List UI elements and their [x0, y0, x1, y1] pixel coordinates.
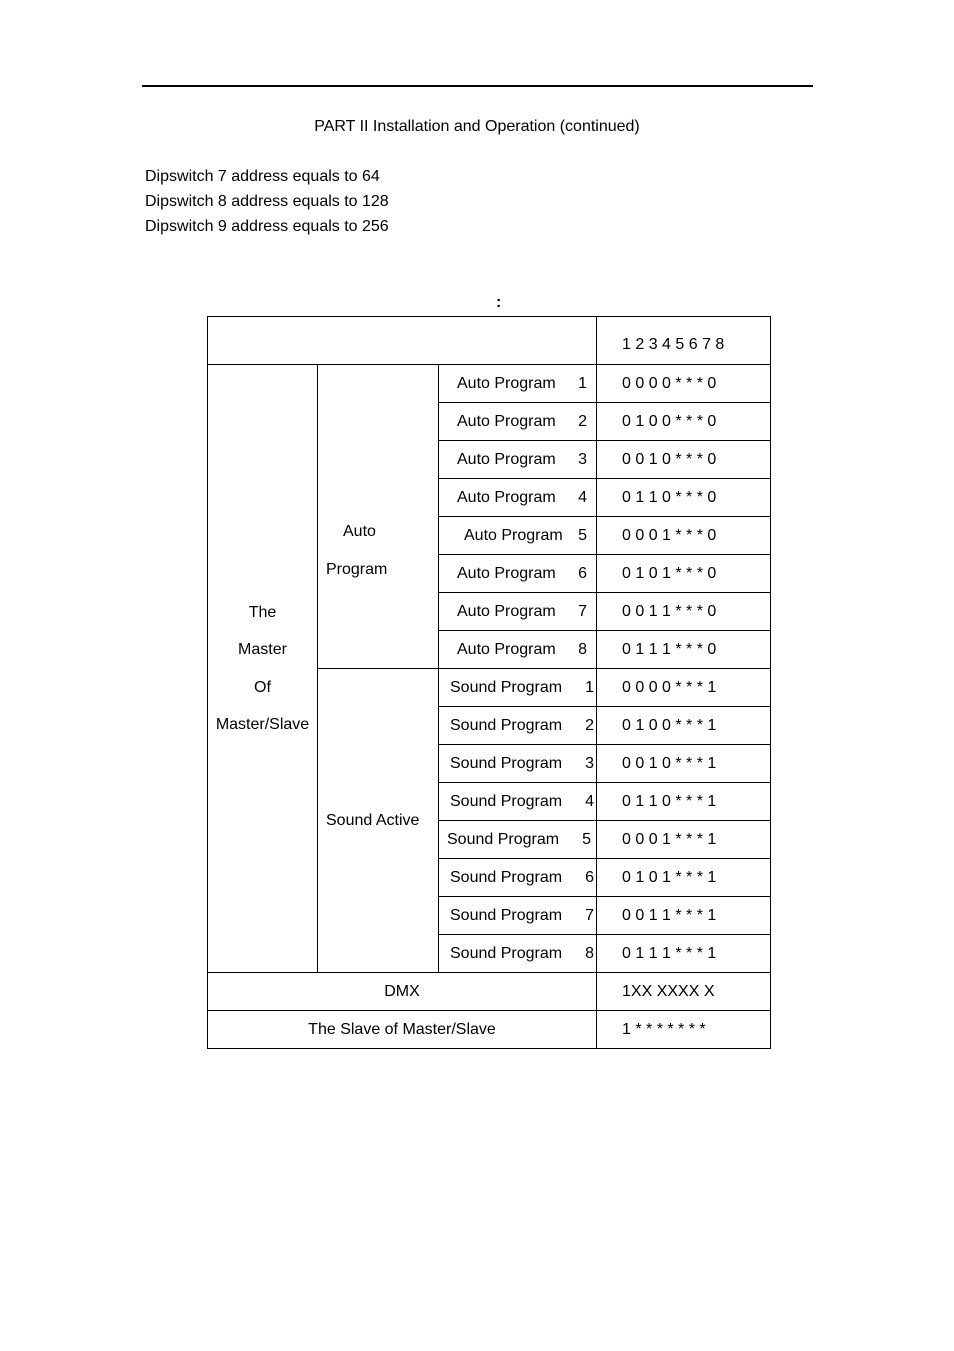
table-caption-colon: : — [496, 294, 502, 311]
master-of-master-slave-cell — [208, 365, 318, 973]
auto-program-number: 8 — [578, 640, 587, 658]
sound-program-name: Sound Program — [450, 716, 563, 734]
sound-program-number: 1 — [585, 678, 594, 696]
dmx-row — [208, 973, 771, 1011]
header-dip-numbers: 1 2 3 4 5 6 7 8 — [597, 317, 771, 365]
auto-program-number: 6 — [578, 564, 587, 582]
header-rule — [142, 85, 813, 87]
slave-row — [208, 1011, 771, 1049]
auto-program-name: Auto Program — [457, 488, 556, 506]
sound-program-cell — [439, 897, 597, 935]
auto-program-cell — [439, 555, 597, 593]
auto-group-label-line: Program — [326, 560, 388, 578]
sound-program-number: 6 — [585, 868, 594, 886]
dip-code-cell: 0 0 1 0 * * * 1 — [597, 745, 771, 783]
table-header-row — [208, 317, 771, 365]
sound-program-name: Sound Program — [450, 754, 563, 772]
auto-group-label-line: Auto — [343, 523, 376, 540]
dip-code-cell: 0 1 0 1 * * * 1 — [597, 859, 771, 897]
sound-program-name: Sound Program — [447, 830, 560, 848]
auto-program-name: Auto Program — [457, 564, 556, 582]
auto-program-name: Auto Program — [457, 374, 556, 392]
auto-program-number: 4 — [578, 488, 587, 506]
auto-program-cell — [439, 365, 597, 403]
dip-code-cell: 0 0 0 1 * * * 1 — [597, 821, 771, 859]
auto-program-name: Auto Program — [464, 526, 563, 544]
dip-code-cell: 0 1 1 1 * * * 1 — [597, 935, 771, 973]
sound-program-name: Sound Program — [450, 906, 563, 924]
auto-program-cell — [439, 441, 597, 479]
dip-code-cell: 0 1 0 1 * * * 0 — [597, 555, 771, 593]
dip-code-cell: 0 1 1 0 * * * 0 — [597, 479, 771, 517]
dipswitch-line-9: Dipswitch 9 address equals to 256 — [145, 218, 389, 235]
auto-program-number: 5 — [578, 526, 587, 544]
auto-program-name: Auto Program — [457, 412, 556, 430]
sound-program-number: 5 — [582, 830, 591, 848]
dipswitch-setting-table — [207, 316, 771, 1049]
auto-program-number: 2 — [578, 412, 587, 430]
dipswitch-line-7: Dipswitch 7 address equals to 64 — [145, 168, 380, 185]
sound-program-cell — [439, 745, 597, 783]
auto-program-cell — [439, 479, 597, 517]
auto-program-cell — [439, 403, 597, 441]
auto-program-number: 1 — [578, 374, 587, 392]
master-label-line: The — [248, 603, 277, 621]
dip-code-cell: 0 0 0 0 * * * 1 — [597, 669, 771, 707]
sound-program-name: Sound Program — [450, 792, 563, 810]
sound-active-group-cell: Sound Active — [318, 669, 439, 973]
auto-program-cell — [439, 631, 597, 669]
sound-program-cell — [439, 859, 597, 897]
slave-label-cell: The Slave of Master/Slave — [208, 1011, 597, 1049]
dip-code-cell: 0 1 1 0 * * * 1 — [597, 783, 771, 821]
slave-code-cell: 1 * * * * * * * — [597, 1011, 771, 1049]
auto-program-name: Auto Program — [457, 602, 556, 620]
auto-program-cell — [439, 593, 597, 631]
sound-program-cell — [439, 935, 597, 973]
master-label-line: Master — [238, 641, 287, 658]
auto-program-name: Auto Program — [457, 640, 556, 658]
dip-code-cell: 0 1 1 1 * * * 0 — [597, 631, 771, 669]
master-label-line: Master/Slave — [215, 716, 310, 733]
auto-program-cell — [439, 517, 597, 555]
sound-program-number: 7 — [585, 906, 594, 924]
master-label-line: Of — [254, 678, 271, 696]
page-title: PART II Installation and Operation (continued) — [314, 118, 640, 135]
table-row — [208, 365, 771, 403]
dip-code-cell: 0 1 0 0 * * * 0 — [597, 403, 771, 441]
sound-program-name: Sound Program — [450, 944, 563, 962]
auto-program-name: Auto Program — [457, 450, 556, 468]
sound-program-cell — [439, 669, 597, 707]
dip-code-cell: 0 1 0 0 * * * 1 — [597, 707, 771, 745]
auto-program-group-cell — [318, 365, 439, 669]
dmx-code-cell: 1XX XXXX X — [597, 973, 771, 1011]
dip-code-cell: 0 0 0 0 * * * 0 — [597, 365, 771, 403]
sound-program-number: 2 — [585, 716, 594, 734]
dipswitch-line-8: Dipswitch 8 address equals to 128 — [145, 193, 389, 210]
sound-program-number: 3 — [585, 754, 594, 772]
sound-program-cell — [439, 783, 597, 821]
dip-code-cell: 0 0 0 1 * * * 0 — [597, 517, 771, 555]
dip-code-cell: 0 0 1 0 * * * 0 — [597, 441, 771, 479]
dmx-label-cell: DMX — [208, 973, 597, 1011]
sound-program-cell — [439, 707, 597, 745]
sound-program-number: 4 — [585, 792, 594, 810]
sound-program-name: Sound Program — [450, 678, 563, 696]
dip-code-cell: 0 0 1 1 * * * 1 — [597, 897, 771, 935]
header-mode-cell — [208, 317, 597, 365]
dip-code-cell: 0 0 1 1 * * * 0 — [597, 593, 771, 631]
sound-program-cell — [439, 821, 597, 859]
sound-program-number: 8 — [585, 944, 594, 962]
sound-program-name: Sound Program — [450, 868, 563, 886]
auto-program-number: 7 — [578, 602, 587, 620]
auto-program-number: 3 — [578, 450, 587, 468]
